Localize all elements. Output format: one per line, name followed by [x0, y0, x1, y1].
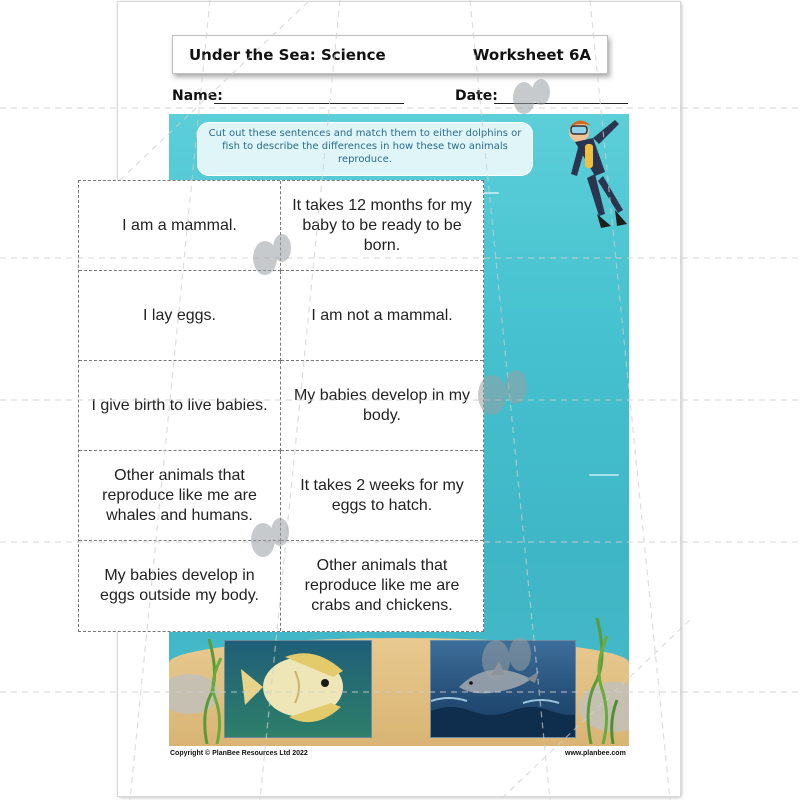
website-text: www.planbee.com — [565, 750, 626, 757]
title-bar — [172, 35, 608, 74]
instruction-bubble — [197, 122, 533, 176]
name-label: Name: — [172, 88, 223, 104]
water-ripple — [589, 474, 619, 476]
sentence-card[interactable]: Other animals that reproduce like me are whales and humans. — [79, 451, 281, 541]
sentence-card[interactable]: I lay eggs. — [79, 271, 281, 361]
fish-photo — [224, 640, 372, 738]
sentence-card-grid — [78, 180, 484, 632]
date-label: Date: — [455, 88, 498, 104]
sentence-card[interactable]: My babies develop in eggs outside my body. — [79, 541, 281, 631]
dolphin-photo — [430, 640, 576, 738]
instruction-text: Cut out these sentences and match them to either dolphins or fish to describe the differences in how these two animals reproduce. — [208, 128, 522, 165]
sentence-card[interactable]: I give birth to live babies. — [79, 361, 281, 451]
name-date-row — [172, 88, 628, 108]
sentence-card[interactable]: It takes 12 months for my baby to be ready to be born. — [281, 181, 483, 271]
sentence-card[interactable]: I am not a mammal. — [281, 271, 483, 361]
seaweed-illustration — [581, 614, 621, 744]
copyright-text: Copyright © PlanBee Resources Ltd 2022 — [170, 750, 308, 757]
sentence-card[interactable]: I am a mammal. — [79, 181, 281, 271]
sentence-card[interactable]: My babies develop in my body. — [281, 361, 483, 451]
scuba-diver-illustration — [549, 114, 629, 234]
worksheet-number: Worksheet 6A — [472, 45, 591, 64]
date-write-line — [494, 103, 628, 104]
name-write-line — [214, 103, 404, 104]
sentence-card[interactable]: Other animals that reproduce like me are crabs and chickens. — [304, 557, 460, 614]
worksheet-title: Under the Sea: Science — [189, 45, 386, 64]
sentence-card[interactable]: It takes 2 weeks for my eggs to hatch. — [281, 451, 483, 541]
